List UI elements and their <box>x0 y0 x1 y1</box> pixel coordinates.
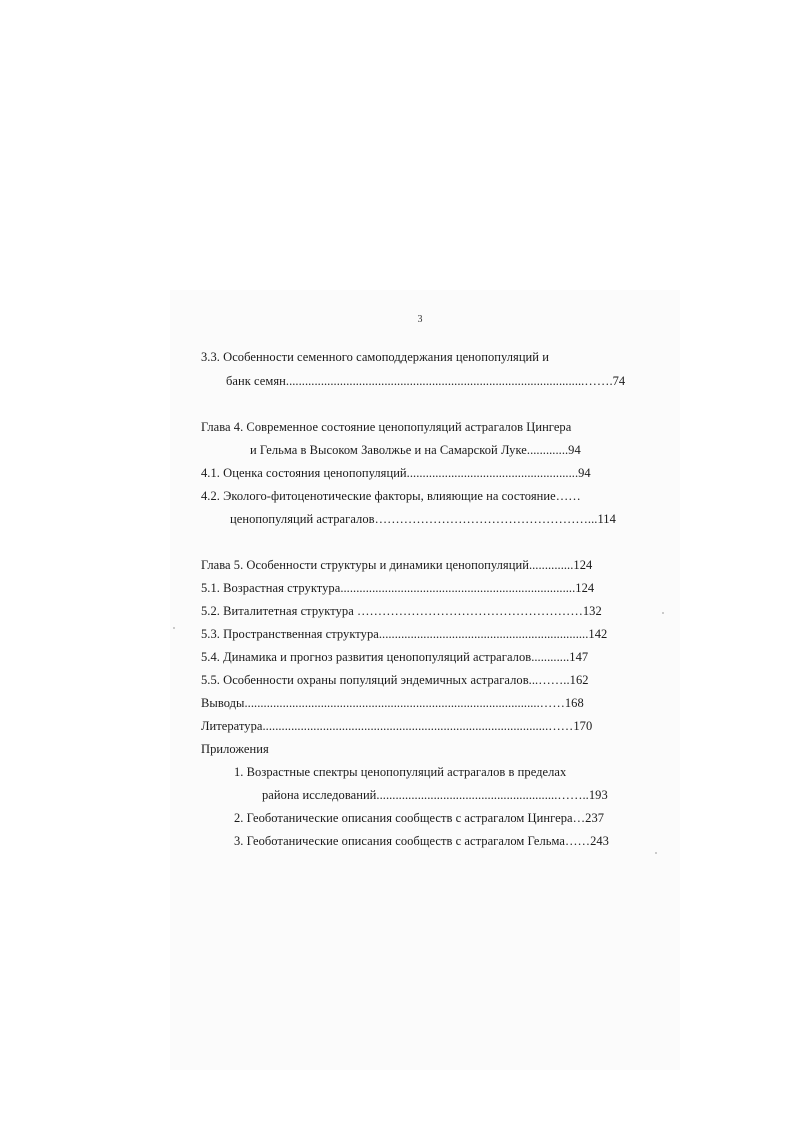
toc-entry-appendix-1-line2: района исследований.........................................................……..193 <box>262 788 608 802</box>
toc-entry-conclusions: Выводы.............................................................................................……168 <box>201 696 584 710</box>
scan-speck <box>662 612 664 614</box>
toc-entry-appendix-2: 2. Геоботанические описания сообществ с астрагалом Цингера…237 <box>234 811 605 825</box>
toc-entry-3-3-line2: банк семян..............................................................................................…….74 <box>226 374 626 388</box>
toc-entry-appendix-3: 3. Геоботанические описания сообществ с астрагалом Гельма……243 <box>234 834 609 848</box>
toc-entry-5-4: 5.4. Динамика и прогноз развития ценопопуляций астрагалов............147 <box>201 650 589 664</box>
toc-entry-chapter-4-line1: Глава 4. Современное состояние ценопопуляций астрагалов Цингера <box>201 420 572 434</box>
toc-entry-5-2: 5.2. Виталитетная структура ………………………………………………132 <box>201 604 602 618</box>
scan-speck <box>173 627 175 629</box>
toc-entry-chapter-4-line2: и Гельма в Высоком Заволжье и на Самарской Луке.............94 <box>250 443 581 457</box>
toc-entry-4-2-line2: ценопопуляций астрагалов……………………………………………...114 <box>230 512 616 526</box>
toc-entry-4-2-line1: 4.2. Эколого-фитоценотические факторы, влияющие на состояние…… <box>201 489 581 503</box>
toc-entry-3-3-line1: 3.3. Особенности семенного самоподдержания ценопопуляций и <box>201 350 549 364</box>
toc-entry-5-5: 5.5. Особенности охраны популяций эндемичных астрагалов...……..162 <box>201 673 589 687</box>
toc-entry-chapter-5: Глава 5. Особенности структуры и динамики ценопопуляций..............124 <box>201 558 593 572</box>
toc-entry-appendix-1-line1: 1. Возрастные спектры ценопопуляций астрагалов в пределах <box>234 765 567 779</box>
toc-entry-4-1: 4.1. Оценка состояния ценопопуляций......................................................94 <box>201 466 591 480</box>
toc-entry-appendix: Приложения <box>201 742 269 756</box>
toc-entry-literature: Литература..........................................................................................……170 <box>201 719 593 733</box>
scan-speck <box>655 852 657 854</box>
toc-entry-5-1: 5.1. Возрастная структура..........................................................................124 <box>201 581 595 595</box>
toc-entry-5-3: 5.3. Пространственная структура..................................................................142 <box>201 627 608 641</box>
page-number: 3 <box>417 314 423 325</box>
